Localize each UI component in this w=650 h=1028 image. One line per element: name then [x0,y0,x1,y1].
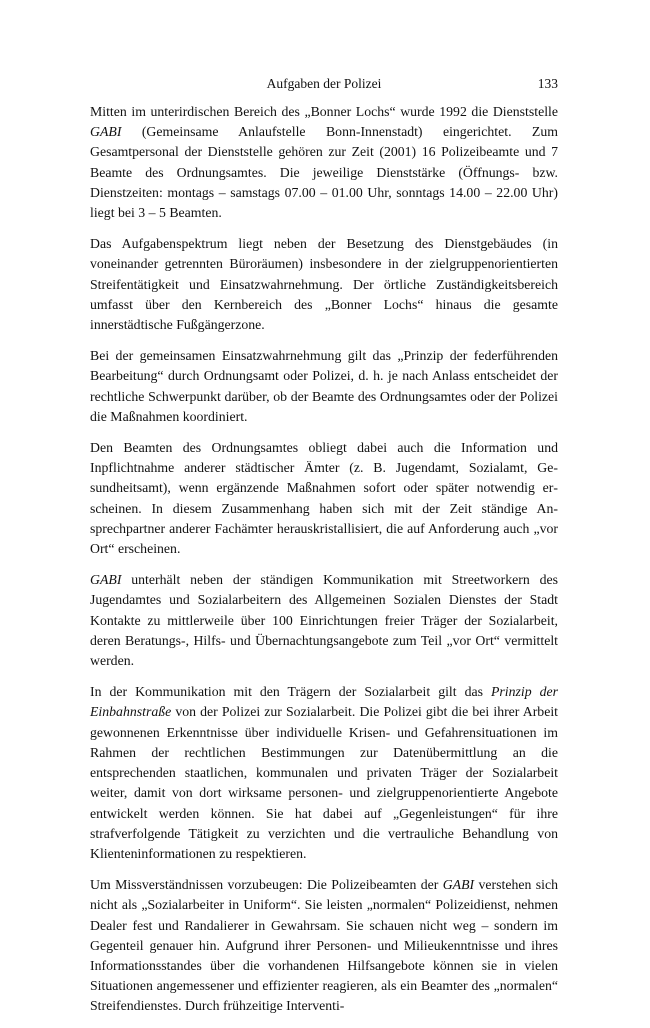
running-header [90,76,558,96]
paragraph: Das Aufgabenspektrum liegt neben der Besetzung des Dienstgebäudes (in voneinander getrennten Büroräumen) insbesondere in der zielgruppenorientierten Streifentätigkeit und Einsatzwahrnehmung. Der örtliche Zuständigkeitsbereich umfasst über den Kernbereich des „Bonner Lochs“ hinaus die gesamte innerstädtische Fußgängerzone. [90,236,558,333]
body-text [90,102,558,1028]
paragraph: GABI unterhält neben der ständigen Kommunikation mit Streetworkern des Jugendamtes und Sozialarbeitern des Allgemeinen Sozialen Dienstes der Stadt Kontakte zu mittlerweile über 100 Einrichtungen freier Träger der Sozialarbeit, deren Beratungs-, Hilfs- und Übernachtungsangebote zum Teil „vor Ort“ vermittelt werden. [90,572,558,669]
paragraph: In der Kommunikation mit den Trägern der Sozialarbeit gilt das Prinzip der Einbahnstraße von der Polizei zur Sozialarbeit. Die Polizei gibt die bei ihrer Arbeit gewonnenen Erkenntnisse über individuelle Krisen- und Gefahrensituationen im Rahmen der rechtlichen Bestimmungen zur Datenübermittlung an die entsprechenden staatlichen, kommunalen und privaten Träger der Sozialarbeit weiter, damit von dort wirksame personen- und zielgruppenorientierte Angebote entwickelt werden können. Sie hat dabei auf „Gegenleistungen“ für ihre strafverfolgende Tätigkeit zu verzichten und die vertrauliche Behandlung von Klienteninformationen zu respektieren. [90,684,558,861]
paragraph: Bei der gemeinsamen Einsatzwahrnehmung gilt das „Prinzip der federführenden Bearbeitung“ durch Ordnungsamt oder Polizei, d. h. je nach Anlass entscheidet der rechtliche Schwerpunkt darüber, ob der Beamte des Ordnungsamtes oder der Polizei die Maßnahmen koordiniert. [90,348,558,424]
running-title: Aufgaben der Polizei [266,76,382,91]
page-number: 133 [537,76,558,91]
paragraph: Den Beamten des Ordnungsamtes obliegt dabei auch die Information und Inpflichtnahme anderer städtischer Ämter (z. B. Jugendamt, Sozialamt, Gesundheitsamt), wenn ergänzende Maßnahmen sofort oder später notwendig erscheinen. In diesem Zusammenhang haben sich mit der Zeit ständige Ansprechpartner anderer Fachämter herauskristallisiert, die auf Anforderung auch „vor Ort“ erscheinen. [90,440,558,557]
paragraph: Um Missverständnissen vorzubeugen: Die Polizeibeamten der GABI verstehen sich nicht als „Sozialarbeiter in Uniform“. Sie leisten „normalen“ Polizeidienst, nehmen Dealer fest und Randalierer in Gewahrsam. Sie schauen nicht weg – sondern im Gegenteil genauer hin. Aufgrund ihrer Personen- und Milieukenntnisse und ihres Informationsstandes über die vorhandenen Hilfsangebote können sie in vielen Situationen angemessener und effizienter reagieren, als ein Beamter des „normalen“ Streifendienstes. Durch frühzeitige Interventi- [90,877,558,1014]
paragraph: Mitten im unterirdischen Bereich des „Bonner Lochs“ wurde 1992 die Dienststelle GABI (Gemeinsame Anlaufstelle Bonn-Innenstadt) eingerichtet. Zum Gesamtpersonal der Dienststelle gehören zur Zeit (2001) 16 Polizeibeamte und 7 Beamte des Ordnungsamtes. Die jeweilige Dienststärke (Öffnungs- bzw. Dienstzeiten: montags – samstags 07.00 – 01.00 Uhr, sonntags 14.00 – 22.00 Uhr) liegt bei 3 – 5 Beamten. [90,104,558,221]
